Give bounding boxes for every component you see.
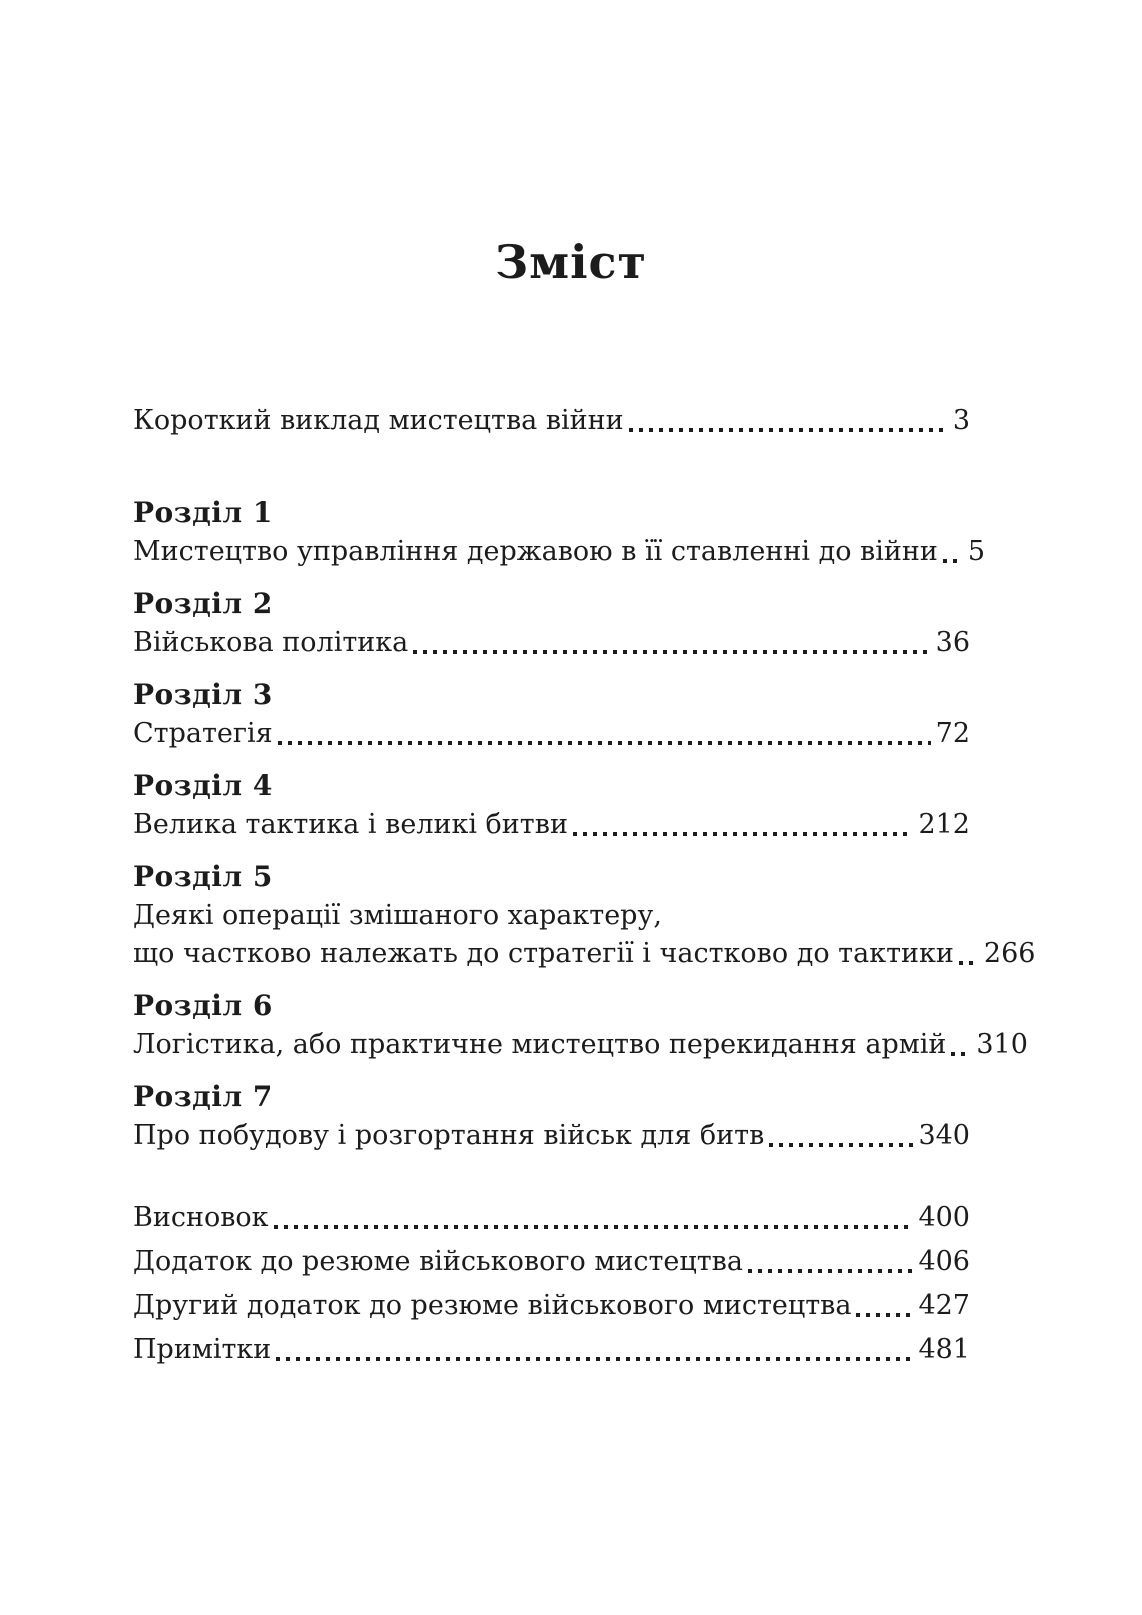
toc-entry-page: 266 xyxy=(983,938,1036,969)
toc-entry-page: 427 xyxy=(918,1290,970,1321)
toc-entry xyxy=(133,1026,1028,1064)
toc-section xyxy=(133,857,1036,973)
toc-entry-page: 310 xyxy=(976,1029,1028,1060)
toc-section xyxy=(133,986,1028,1064)
dot-leader xyxy=(573,806,914,844)
dot-leader xyxy=(274,1199,914,1237)
toc-entry-page: 5 xyxy=(967,536,986,567)
toc-entry-label: Стратегія xyxy=(133,718,273,749)
toc-section xyxy=(133,1199,970,1369)
dot-leader xyxy=(769,1117,913,1155)
toc-entry-label: Велика тактика і великі битви xyxy=(133,809,568,840)
toc-entry xyxy=(133,402,970,440)
toc-entry-page: 72 xyxy=(935,718,970,749)
toc-entry-label: Деякі операції змішаного характеру, xyxy=(133,900,662,931)
toc-entry-page: 36 xyxy=(935,627,970,658)
toc-entry-label: Мистецтво управління державою в її ставленні до війни xyxy=(133,536,938,567)
toc-entry-page: 212 xyxy=(918,809,970,840)
chapter-heading: Розділ 7 xyxy=(133,1080,273,1113)
page-title: Зміст xyxy=(494,235,648,289)
toc-entry-page: 400 xyxy=(918,1202,970,1233)
dot-leader xyxy=(276,1331,913,1369)
toc-entry xyxy=(133,1243,970,1281)
toc-entry xyxy=(133,1199,970,1237)
toc-section xyxy=(133,493,986,571)
dot-leader xyxy=(748,1243,914,1281)
toc-entry-page: 3 xyxy=(952,405,970,436)
toc-entry xyxy=(133,715,970,753)
dot-leader xyxy=(856,1287,913,1325)
chapter-heading: Розділ 4 xyxy=(133,769,273,802)
chapter-heading: Розділ 5 xyxy=(133,860,273,893)
toc-entry xyxy=(133,806,970,844)
dot-leader xyxy=(943,533,963,571)
dot-leader xyxy=(629,402,948,440)
toc-entry xyxy=(133,897,970,935)
chapter-heading: Розділ 2 xyxy=(133,587,273,620)
toc-entry-label: що частково належать до стратегії і частково до тактики xyxy=(133,938,954,969)
toc-entry-label: Примітки xyxy=(133,1334,272,1365)
toc-entry-label: Короткий виклад мистецтва війни xyxy=(133,405,624,436)
toc-entry xyxy=(133,1287,970,1325)
toc-entry-label: Військова політика xyxy=(133,627,409,658)
toc-entry-page: 481 xyxy=(918,1334,970,1365)
toc-section xyxy=(133,675,970,753)
toc-entry xyxy=(133,935,1036,973)
toc-entry-page: 340 xyxy=(918,1120,970,1151)
dot-leader xyxy=(959,935,979,973)
toc-entry-label: Про побудову і розгортання військ для битв xyxy=(133,1120,765,1151)
toc-entry xyxy=(133,533,986,571)
chapter-heading: Розділ 3 xyxy=(133,678,273,711)
dot-leader xyxy=(278,715,931,753)
toc-entry-label: Висновок xyxy=(133,1202,269,1233)
toc-entry-label: Логістика, або практичне мистецтво перекидання армій xyxy=(133,1029,947,1060)
chapter-heading: Розділ 1 xyxy=(133,496,273,529)
dot-leader xyxy=(413,624,930,662)
toc-entry-label: Другий додаток до резюме військового мистецтва xyxy=(133,1290,852,1321)
dot-leader xyxy=(951,1026,971,1064)
toc-entry-page: 406 xyxy=(918,1246,970,1277)
chapter-heading: Розділ 6 xyxy=(133,989,273,1022)
toc-section xyxy=(133,402,970,440)
toc-list xyxy=(133,402,1036,1369)
toc-entry xyxy=(133,1117,970,1155)
toc-entry-label: Додаток до резюме військового мистецтва xyxy=(133,1246,743,1277)
toc-section xyxy=(133,766,970,844)
toc-section xyxy=(133,1077,970,1155)
toc-entry xyxy=(133,1331,970,1369)
toc-entry xyxy=(133,624,970,662)
toc-section xyxy=(133,584,970,662)
